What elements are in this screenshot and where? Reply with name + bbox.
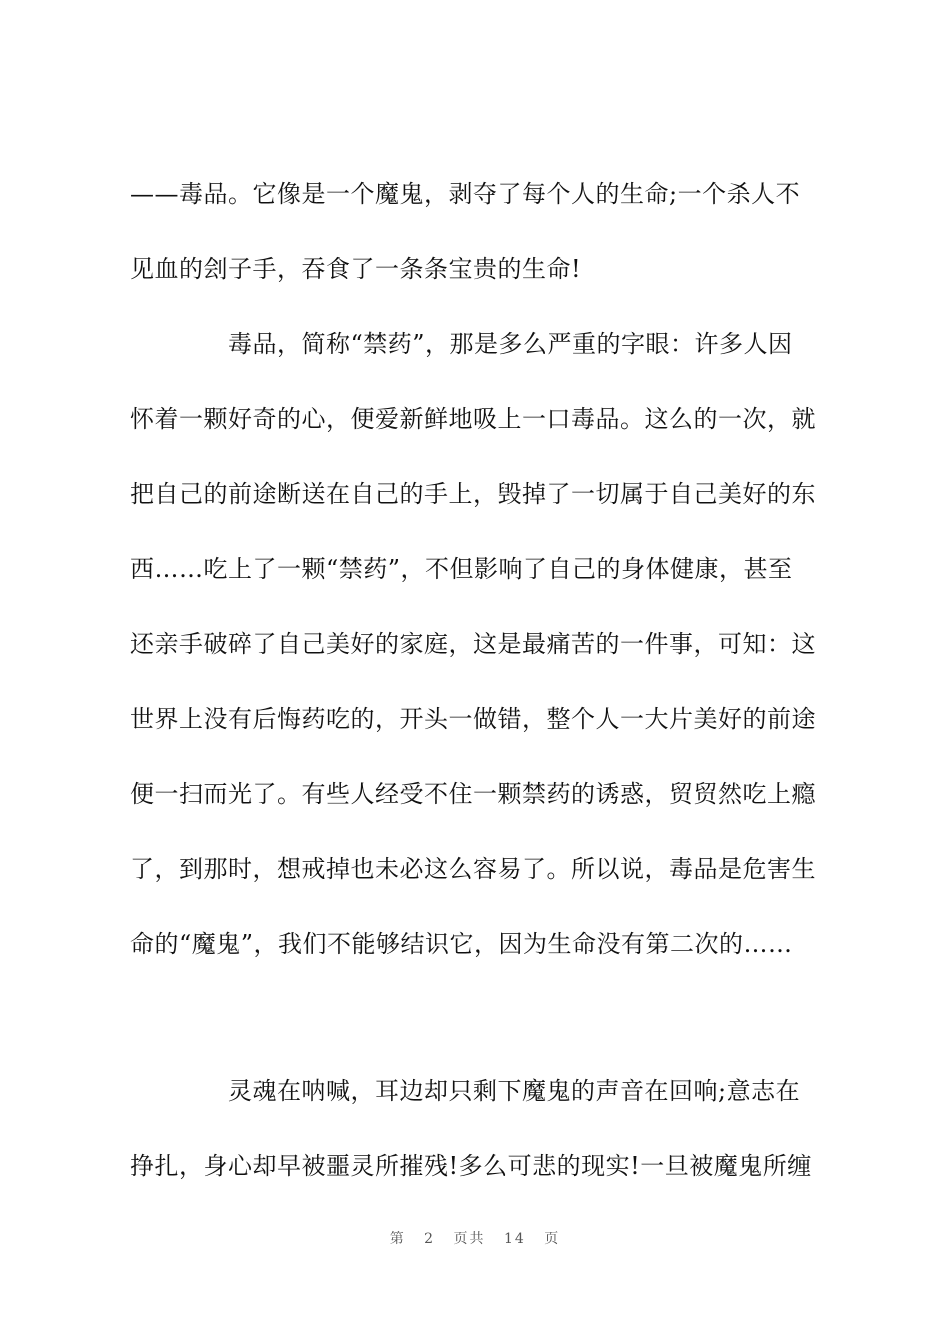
text-line: ——毒品。它像是一个魔鬼，剥夺了每个人的生命;一个杀人不 xyxy=(130,180,801,208)
text-line: 见血的刽子手，吞食了一条条宝贵的生命! xyxy=(130,255,582,283)
text-line: 怀着一颗好奇的心，便爱新鲜地吸上一口毒品。这么的一次，就 xyxy=(130,405,816,433)
paragraph-start-line: 灵魂在呐喊，耳边却只剩下魔鬼的声音在回响;意志在 xyxy=(130,1077,801,1105)
footer-suffix: 页 xyxy=(544,1231,561,1247)
text-line: 挣扎，身心却早被噩灵所摧残!多么可悲的现实!一旦被魔鬼所缠 xyxy=(130,1152,812,1180)
text-line: 西……吃上了一颗“禁药”，不但影响了自己的身体健康，甚至 xyxy=(130,555,793,583)
text-line: 世界上没有后悔药吃的，开头一做错，整个人一大片美好的前途 xyxy=(130,705,816,733)
page-footer xyxy=(0,1228,950,1248)
text-line: 还亲手破碎了自己美好的家庭，这是最痛苦的一件事，可知：这 xyxy=(130,630,816,658)
text-line: 便一扫而光了。有些人经受不住一颗禁药的诱惑，贸贸然吃上瘾 xyxy=(130,780,816,808)
footer-total-pages: 14 xyxy=(504,1231,526,1247)
footer-prefix: 第 xyxy=(389,1231,406,1247)
paragraph-start-line: 毒品，简称“禁药”，那是多么严重的字眼：许多人因 xyxy=(130,330,793,358)
text-line: 命的“魔鬼”，我们不能够结识它，因为生命没有第二次的…… xyxy=(130,930,793,958)
text-line: 把自己的前途断送在自己的手上，毁掉了一切属于自己美好的东 xyxy=(130,480,816,508)
footer-current-page: 2 xyxy=(424,1231,436,1247)
footer-middle: 页共 xyxy=(453,1231,486,1247)
text-line: 了，到那时，想戒掉也未必这么容易了。所以说，毒品是危害生 xyxy=(130,855,816,883)
